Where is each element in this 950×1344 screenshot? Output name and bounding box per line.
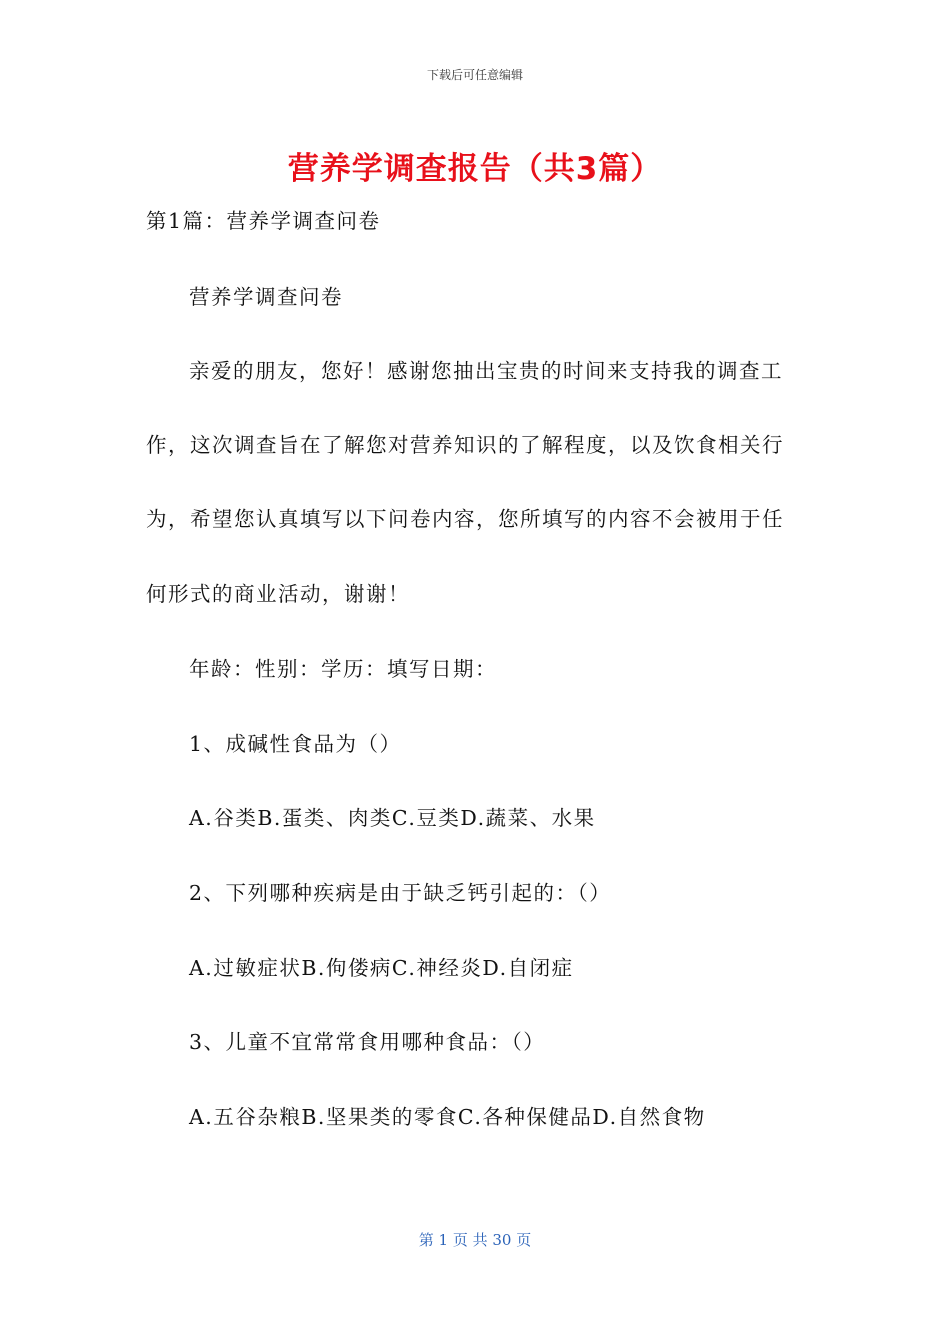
intro-line-3: 为，希望您认真填写以下问卷内容，您所填写的内容不会被用于任 [146,507,784,531]
respondent-info-fields: 年龄：性别：学历：填写日期： [189,657,497,681]
intro-line-4: 何形式的商业活动，谢谢！ [146,582,410,606]
intro-line-2: 作，这次调查旨在了解您对营养知识的了解程度，以及饮食相关行 [146,433,784,457]
page-footer: 第 1 页 共 30 页 [418,1231,532,1249]
document-title: 营养学调查报告（共3篇） [287,151,663,187]
question-1-options: A.谷类B.蛋类、肉类C.豆类D.蔬菜、水果 [189,806,596,830]
header-note: 下载后可任意编辑 [426,68,523,82]
intro-line-1: 亲爱的朋友，您好！感谢您抽出宝贵的时间来支持我的调查工 [189,359,783,383]
question-2-options: A.过敏症状B.佝偻病C.神经炎D.自闭症 [189,956,574,980]
question-2: 2、下列哪种疾病是由于缺乏钙引起的：（） [189,881,612,905]
question-1: 1、成碱性食品为（） [189,732,402,756]
section-heading: 第1篇：营养学调查问卷 [146,209,381,233]
question-3-options: A.五谷杂粮B.坚果类的零食C.各种保健品D.自然食物 [189,1105,706,1129]
questionnaire-title: 营养学调查问卷 [189,285,343,309]
question-3: 3、儿童不宜常常食用哪种食品：（） [189,1030,546,1054]
